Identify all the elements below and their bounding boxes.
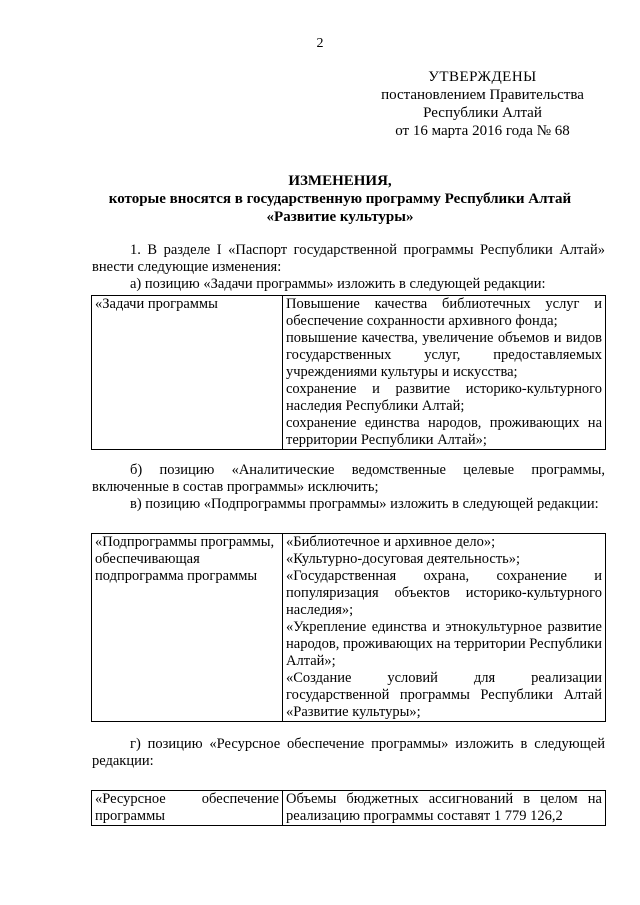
table-cell-value: Объемы бюджетных ассигнований в целом на реализацию программы составят 1 779 126,2 — [283, 791, 606, 826]
subprogram-item: «Государственная охрана, сохранение и популяризация объектов историко-культурного наследия»; — [286, 568, 602, 618]
subprogram-item: «Библиотечное и архивное дело»; — [286, 534, 496, 550]
approval-line: Республики Алтай — [423, 105, 542, 121]
heading-title: ИЗМЕНЕНИЯ, — [288, 173, 392, 189]
subprogram-item: «Укрепление единства и этнокультурное развитие народов, проживающих на территории Республики Алтай»; — [286, 619, 602, 669]
table-cell-value — [283, 296, 606, 450]
subprogram-item: «Культурно-досуговая деятельность»; — [286, 551, 521, 567]
document-heading — [90, 172, 590, 226]
heading-subtitle: которые вносятся в государственную программу Республики Алтай — [108, 191, 572, 207]
table-tasks — [91, 295, 606, 450]
table-cell-label: «Задачи программы — [92, 296, 283, 450]
approval-block — [360, 68, 605, 140]
subprogram-item: «Создание условий для реализации государственной программы Республики Алтай «Развитие культуры»; — [286, 670, 602, 720]
task-item: сохранение единства народов, проживающих на территории Республики Алтай»; — [286, 415, 602, 448]
table-cell-label: «Подпрограммы программы, обеспечивающая подпрограмма программы — [92, 534, 283, 722]
table-row — [92, 296, 606, 450]
table-cell-label: «Ресурсное обеспечение программы — [92, 791, 283, 826]
task-item: Повышение качества библиотечных услуг и обеспечение сохранности архивного фонда; — [286, 296, 602, 329]
paragraph-v: в) позицию «Подпрограммы программы» изложить в следующей редакции: — [130, 496, 599, 512]
table-row — [92, 791, 606, 826]
table-resources — [91, 790, 606, 826]
table-row — [92, 534, 606, 722]
approval-title: УТВЕРЖДЕНЫ — [428, 69, 537, 85]
heading-program-name: «Развитие культуры» — [266, 209, 414, 225]
paragraph-a: а) позицию «Задачи программы» изложить в следующей редакции: — [130, 276, 546, 292]
table-subprograms — [91, 533, 606, 722]
paragraph-b: б) позицию «Аналитические ведомственные целевые программы, включенные в состав программы» исключить; — [92, 462, 605, 495]
table-cell-value — [283, 534, 606, 722]
paragraph-1: 1. В разделе I «Паспорт государственной программы Республики Алтай» внести следующие изменения: — [92, 242, 605, 275]
approval-line: постановлением Правительства — [381, 87, 584, 103]
page-number: 2 — [316, 36, 324, 51]
approval-date: от 16 марта 2016 года № 68 — [395, 123, 570, 139]
task-item: сохранение и развитие историко-культурного наследия Республики Алтай; — [286, 381, 602, 414]
task-item: повышение качества, увеличение объемов и видов государственных услуг, предоставляемых учреждениями культуры и искусства; — [286, 330, 602, 380]
paragraph-g: г) позицию «Ресурсное обеспечение программы» изложить в следующей редакции: — [92, 736, 605, 769]
